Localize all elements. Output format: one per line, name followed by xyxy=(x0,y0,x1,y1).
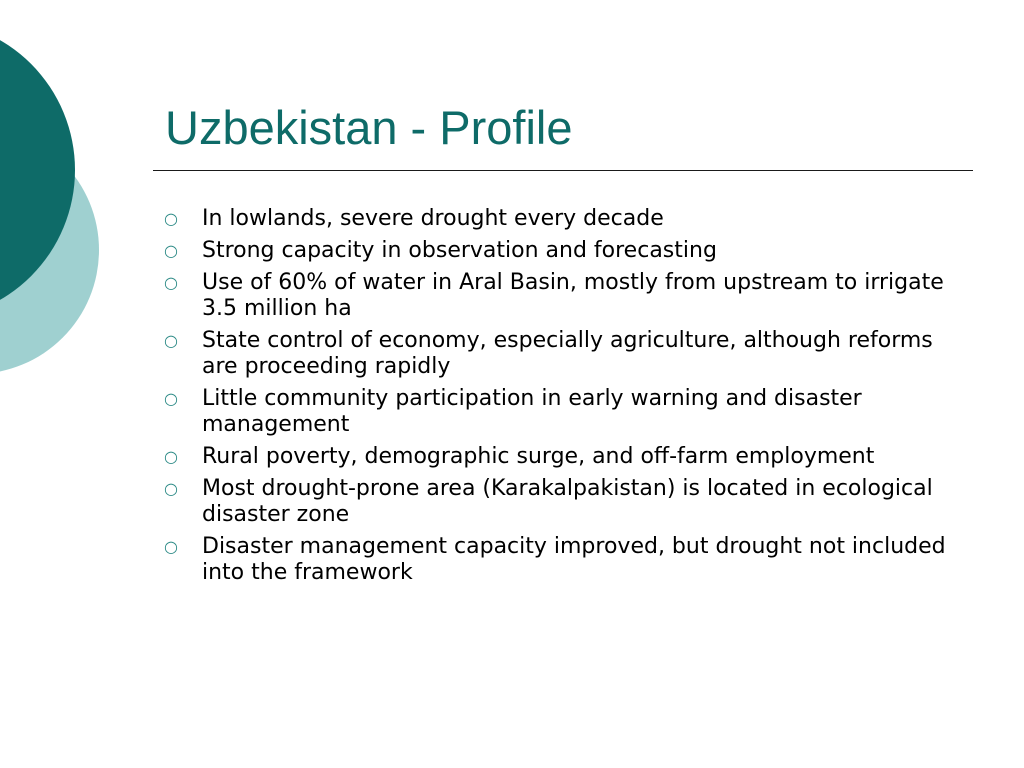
bullet-item xyxy=(164,270,954,322)
bullet-item xyxy=(164,328,954,380)
bullet-text: In lowlands, severe drought every decade xyxy=(202,206,664,231)
bullet-circle-icon: ○ xyxy=(164,273,178,292)
bullet-text: Use of 60% of water in Aral Basin, mostly from upstream to irrigate 3.5 million ha xyxy=(202,270,944,321)
bullet-circle-icon: ○ xyxy=(164,537,178,556)
bullet-item xyxy=(164,386,954,438)
decorative-circles xyxy=(0,0,110,420)
bullet-item xyxy=(164,476,954,528)
bullet-item xyxy=(164,444,954,470)
bullet-text: Disaster management capacity improved, but drought not included into the framework xyxy=(202,534,946,585)
bullet-text: Little community participation in early warning and disaster management xyxy=(202,386,862,437)
bullet-text: Strong capacity in observation and forecasting xyxy=(202,238,717,263)
bullet-text: State control of economy, especially agriculture, although reforms are proceeding rapidly xyxy=(202,328,933,379)
bullet-text: Rural poverty, demographic surge, and off-farm employment xyxy=(202,444,875,469)
bullet-list xyxy=(164,206,954,592)
bullet-circle-icon: ○ xyxy=(164,389,178,408)
slide-title: Uzbekistan - Profile xyxy=(165,101,573,154)
bullet-item xyxy=(164,534,954,586)
title-divider xyxy=(153,170,973,171)
bullet-circle-icon: ○ xyxy=(164,241,178,260)
bullet-circle-icon: ○ xyxy=(164,479,178,498)
bullet-circle-icon: ○ xyxy=(164,209,178,228)
bullet-circle-icon: ○ xyxy=(164,331,178,350)
bullet-text: Most drought-prone area (Karakalpakistan) is located in ecological disaster zone xyxy=(202,476,933,527)
bullet-item xyxy=(164,206,954,232)
bullet-item xyxy=(164,238,954,264)
bullet-circle-icon: ○ xyxy=(164,447,178,466)
